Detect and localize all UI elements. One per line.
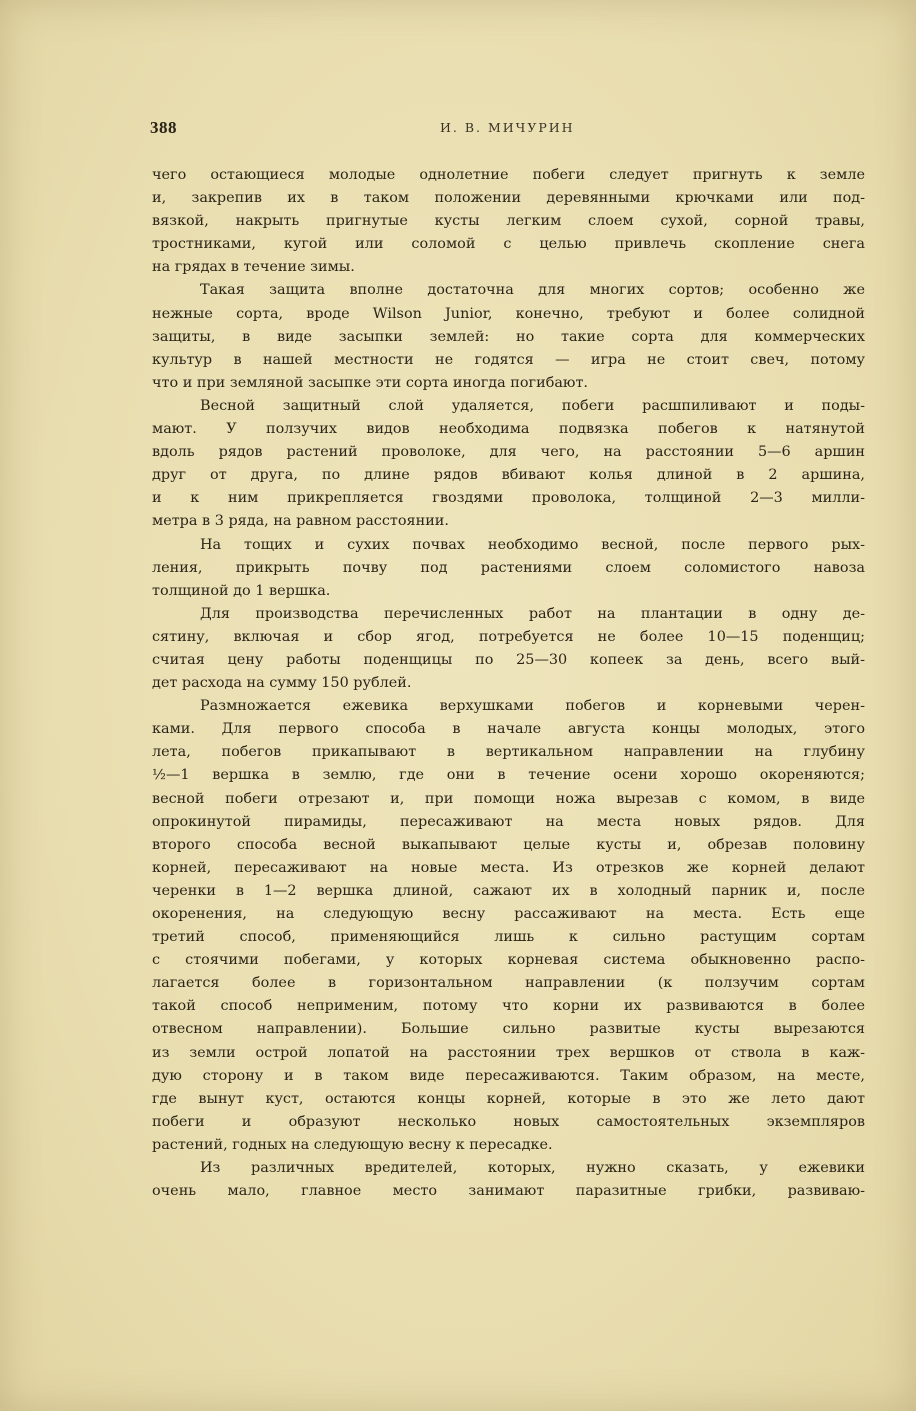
text-line: Весной защитный слой удаляется, побеги расшпиливают и поды- [200, 397, 865, 414]
text-line: вдоль рядов растений проволоке, для чего, на расстоянии 5—6 аршин [152, 444, 865, 461]
body-text [152, 164, 865, 1203]
page-number: 388 [150, 118, 177, 137]
text-line: и к ним прикрепляется гвоздями проволока, толщиной 2—3 милли- [152, 490, 865, 507]
text-line: отвесном направлении). Большие сильно развитые кусты вырезаются [152, 1021, 865, 1038]
text-line: черенки в 1—2 вершка длиной, сажают их в холодный парник и, после [152, 882, 865, 899]
text-line: корней, пересаживают на новые места. Из отрезков же корней делают [152, 859, 865, 876]
text-line: тростниками, кугой или соломой с целью привлечь скопление снега [152, 236, 865, 253]
text-line: растений, годных на следующую весну к пересадке. [152, 1136, 553, 1153]
paragraph [152, 603, 865, 695]
text-line: лета, побегов прикапывают в вертикальном направлении на глубину [152, 744, 865, 761]
paragraph [152, 279, 865, 394]
paragraph [152, 164, 865, 279]
running-title: И. В. МИЧУРИН [440, 120, 575, 135]
text-line: культур в нашей местности не годятся — игра не стоит свеч, потому [152, 351, 865, 368]
text-line: на грядах в течение зимы. [152, 259, 355, 276]
text-line: чего остающиеся молодые однолетние побеги следует пригнуть к земле [152, 167, 865, 183]
text-line: считая цену работы поденщицы по 25—30 копеек за день, всего вый- [152, 651, 865, 668]
text-line: На тощих и сухих почвах необходимо весной, после первого рых- [200, 536, 865, 553]
text-line: третий способ, применяющийся лишь к сильно растущим сортам [152, 929, 865, 946]
text-line: защиты, в виде засыпки землей: но такие сорта для коммерческих [152, 328, 865, 345]
text-line: очень мало, главное место занимают паразитные грибки, развиваю- [152, 1183, 865, 1200]
text-line: лагается более в горизонтальном направлении (к ползучим сортам [152, 975, 865, 992]
text-line: ½—1 вершка в землю, где они в течение осени хорошо окореняются; [152, 767, 865, 784]
text-line: Такая защита вполне достаточна для многих сортов; особенно же [200, 282, 865, 299]
paragraph [152, 1157, 865, 1203]
text-line: нежные сорта, вроде Wilson Junior, конечно, требуют и более солидной [152, 305, 865, 322]
text-line: вязкой, накрыть пригнутые кусты легким слоем сухой, сорной травы, [152, 213, 865, 230]
paragraph [152, 395, 865, 534]
text-line: такой способ неприменим, потому что корни их развиваются в более [152, 998, 865, 1015]
text-line: дет расхода на сумму 150 рублей. [152, 675, 412, 692]
text-line: друг от друга, по длине рядов вбивают колья длиной в 2 аршина, [152, 467, 865, 484]
text-line: и, закрепив их в таком положении деревянными крючками или под- [152, 190, 865, 207]
text-line: толщиной до 1 вершка. [152, 582, 331, 599]
text-line: весной побеги отрезают и, при помощи ножа вырезав с комом, в виде [152, 790, 865, 807]
text-line: опрокинутой пирамиды, пересаживают на места новых рядов. Для [152, 813, 865, 830]
text-line: сятину, включая и сбор ягод, потребуется не более 10—15 поденщиц; [152, 628, 865, 645]
text-line: из земли острой лопатой на расстоянии трех вершков от ствола в каж- [152, 1044, 865, 1061]
paragraph [152, 534, 865, 603]
text-line: дую сторону и в таком виде пересаживаются. Таким образом, на месте, [152, 1067, 865, 1084]
text-line: где вынут куст, остаются концы корней, которые в это же лето дают [152, 1090, 865, 1107]
text-line: метра в 3 ряда, на равном расстоянии. [152, 513, 449, 530]
text-line: с стоячими побегами, у которых корневая система обыкновенно распо- [152, 952, 865, 969]
text-line: Для производства перечисленных работ на плантации в одну де- [200, 605, 865, 622]
text-line: Размножается ежевика верхушками побегов и корневыми черен- [200, 698, 865, 715]
text-line: мают. У ползучих видов необходима подвязка побегов к натянутой [152, 421, 865, 438]
text-line: ками. Для первого способа в начале августа концы молодых, этого [152, 721, 865, 738]
running-header [150, 118, 865, 144]
text-line: второго способа весной выкапывают целые кусты и, обрезав половину [152, 836, 865, 853]
paragraph [152, 695, 865, 1157]
text-line: окоренения, на следующую весну рассаживают на места. Есть еще [152, 906, 865, 922]
text-line: что и при земляной засыпке эти сорта иногда погибают. [152, 374, 588, 391]
text-line: Из различных вредителей, которых, нужно сказать, у ежевики [200, 1160, 865, 1177]
text-line: побеги и образуют несколько новых самостоятельных экземпляров [152, 1113, 865, 1130]
text-line: ления, прикрыть почву под растениями слоем соломистого навоза [152, 559, 865, 576]
